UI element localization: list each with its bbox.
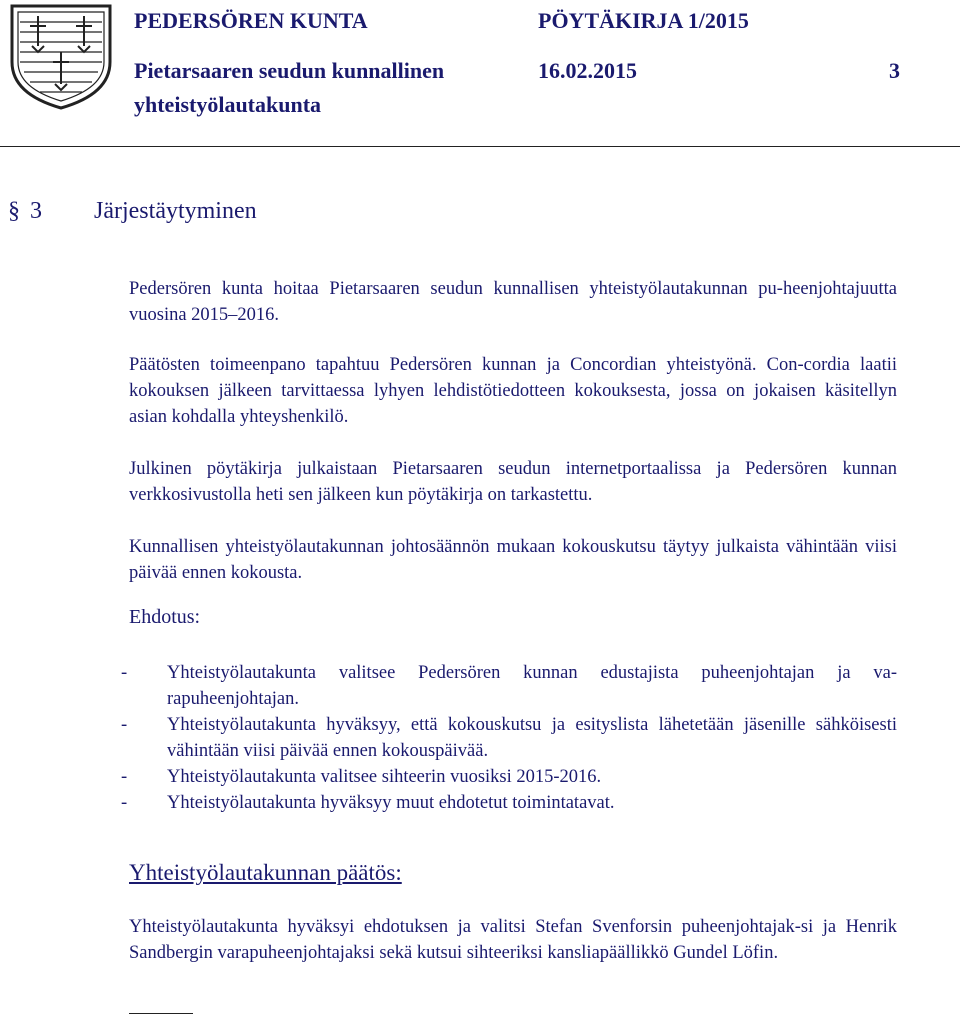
paragraph: Pedersören kunta hoitaa Pietarsaaren seudun kunnallisen yhteistyölautakunnan pu-heenjohtajuutta vuosina 2015‒2016.	[129, 279, 897, 325]
page-number: 3	[889, 58, 900, 83]
list-bullet: -	[121, 793, 128, 813]
footer-rule	[129, 1013, 193, 1014]
organization-name: PEDERSÖREN KUNTA	[134, 8, 368, 33]
list-bullet: -	[121, 767, 128, 787]
list-item	[121, 660, 897, 712]
list-item-text: Yhteistyölautakunta valitsee Pedersören kunnan edustajista puheenjohtajan ja va-rapuheenjohtajan.	[167, 663, 897, 709]
section-number: 3	[30, 198, 42, 224]
proposal-list	[121, 660, 897, 816]
list-item	[121, 764, 897, 790]
section-title: Järjestäytyminen	[94, 198, 257, 224]
list-item	[121, 790, 897, 816]
decision-text: Yhteistyölautakunta hyväksyi ehdotuksen ja valitsi Stefan Svenforsin puheenjohtajak-si ja Henrik Sandbergin varapuheenjohtajaksi sekä kutsui sihteeriksi kansliapäällikkö Gundel Löfin.	[129, 917, 897, 963]
meeting-date: 16.02.2015	[538, 58, 637, 83]
board-name-line2: yhteistyölautakunta	[134, 92, 322, 117]
list-bullet: -	[121, 663, 128, 683]
paragraph: Julkinen pöytäkirja julkaistaan Pietarsaaren seudun internetportaalissa ja Pedersören kunnan verkkosivustolla heti sen jälkeen kun pöytäkirja on tarkastettu.	[129, 459, 897, 505]
list-item-text: Yhteistyölautakunta valitsee sihteerin vuosiksi 2015-2016.	[167, 767, 602, 787]
list-bullet: -	[121, 715, 128, 735]
list-item-text: Yhteistyölautakunta hyväksyy, että kokouskutsu ja esityslista lähetetään jäsenille sähköisesti vähintään viisi päivää ennen kokouspäivää.	[167, 715, 897, 761]
list-item	[121, 712, 897, 764]
section-symbol: §	[8, 198, 20, 224]
paragraph: Kunnallisen yhteistyölautakunnan johtosäännön mukaan kokouskutsu täytyy julkaista vähintään viisi päivää ennen kokousta.	[129, 537, 897, 583]
section-heading	[8, 198, 257, 225]
header-divider	[0, 146, 960, 147]
list-item-text: Yhteistyölautakunta hyväksyy muut ehdotetut toimintatavat.	[167, 793, 615, 813]
paragraph: Päätösten toimeenpano tapahtuu Pedersören kunnan ja Concordian yhteistyönä. Con-cordia laatii kokouksen jälkeen tarvittaessa lyhyen lehdistötiedotteen kokouksesta, jossa on jokaisen käsitellyn asian kohdalla yhteyshenkilö.	[129, 355, 897, 427]
proposal-heading: Ehdotus:	[129, 606, 201, 628]
decision-heading: Yhteistyölautakunnan päätös:	[129, 860, 402, 885]
document-type: PÖYTÄKIRJA 1/2015	[538, 8, 749, 33]
municipal-coat-of-arms-icon	[6, 2, 116, 110]
board-name-line1: Pietarsaaren seudun kunnallinen	[134, 58, 445, 83]
